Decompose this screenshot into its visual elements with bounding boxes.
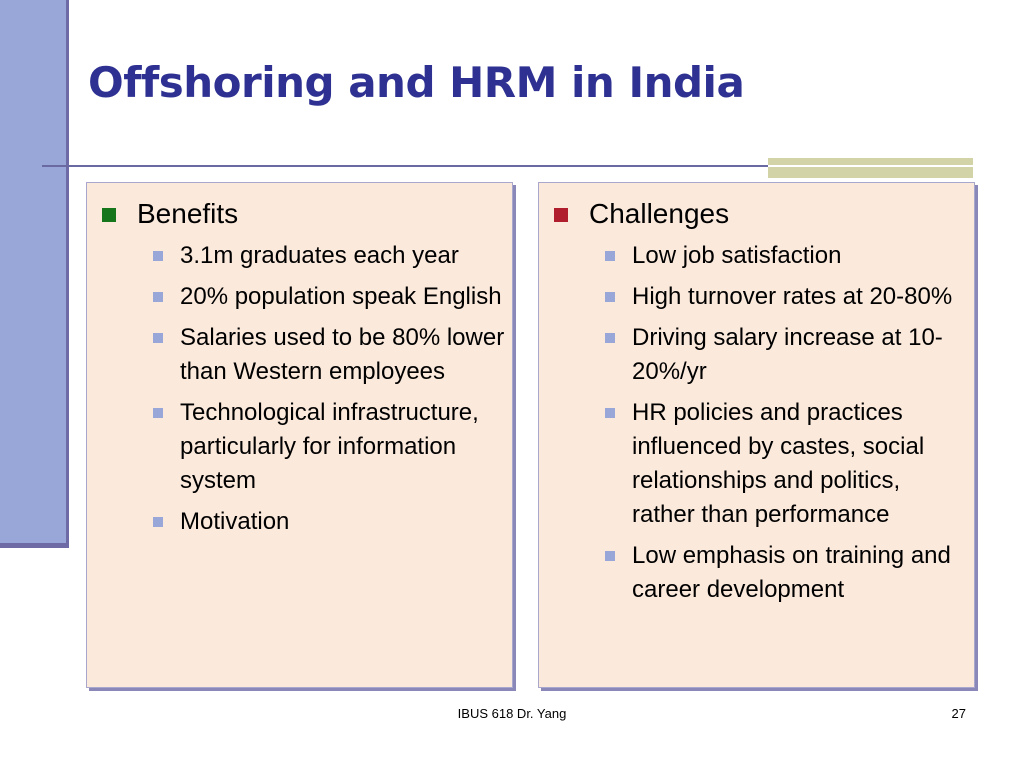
list-item-text: Salaries used to be 80% lower than Western employees <box>180 324 505 385</box>
square-bullet-icon <box>153 251 163 261</box>
list-item <box>97 321 506 389</box>
square-bullet-icon <box>605 333 615 343</box>
square-bullet-icon <box>102 208 116 222</box>
title-divider-accent <box>768 158 973 178</box>
list-item <box>97 280 506 314</box>
square-bullet-icon <box>605 251 615 261</box>
square-bullet-icon <box>153 292 163 302</box>
list-item <box>549 321 968 389</box>
square-bullet-icon <box>605 551 615 561</box>
challenges-panel <box>538 182 975 688</box>
list-item <box>549 280 968 314</box>
list-item-text: Technological infrastructure, particularly for information system <box>180 399 479 494</box>
list-item <box>549 239 968 273</box>
list-item <box>97 239 506 273</box>
challenges-list <box>549 239 968 607</box>
list-item-text: High turnover rates at 20-80% <box>632 283 953 310</box>
list-item-text: Low emphasis on training and career development <box>632 542 951 603</box>
challenges-heading-text: Challenges <box>589 198 730 229</box>
square-bullet-icon <box>153 333 163 343</box>
challenges-heading <box>549 197 968 231</box>
list-item-text: Low job satisfaction <box>632 242 842 269</box>
left-accent-bar-edge <box>66 0 69 548</box>
list-item-text: 20% population speak English <box>180 283 502 310</box>
list-item <box>97 396 506 498</box>
page-number: 27 <box>951 706 966 721</box>
slide-title: Offshoring and HRM in India <box>88 58 745 107</box>
square-bullet-icon <box>554 208 568 222</box>
list-item-text: Driving salary increase at 10-20%/yr <box>632 324 943 385</box>
benefits-heading <box>97 197 506 231</box>
list-item <box>549 396 968 532</box>
square-bullet-icon <box>153 408 163 418</box>
list-item-text: 3.1m graduates each year <box>180 242 459 269</box>
benefits-panel <box>86 182 513 688</box>
list-item <box>549 539 968 607</box>
square-bullet-icon <box>605 292 615 302</box>
square-bullet-icon <box>153 517 163 527</box>
list-item-text: Motivation <box>180 508 290 535</box>
list-item-text: HR policies and practices influenced by castes, social relationships and politics, rather than performance <box>632 399 925 528</box>
slide-footer: IBUS 618 Dr. Yang <box>457 706 567 721</box>
left-accent-bar-shadow <box>0 543 69 548</box>
benefits-list <box>97 239 506 539</box>
list-item <box>97 505 506 539</box>
square-bullet-icon <box>605 408 615 418</box>
left-accent-bar <box>0 0 66 546</box>
benefits-heading-text: Benefits <box>137 198 239 229</box>
